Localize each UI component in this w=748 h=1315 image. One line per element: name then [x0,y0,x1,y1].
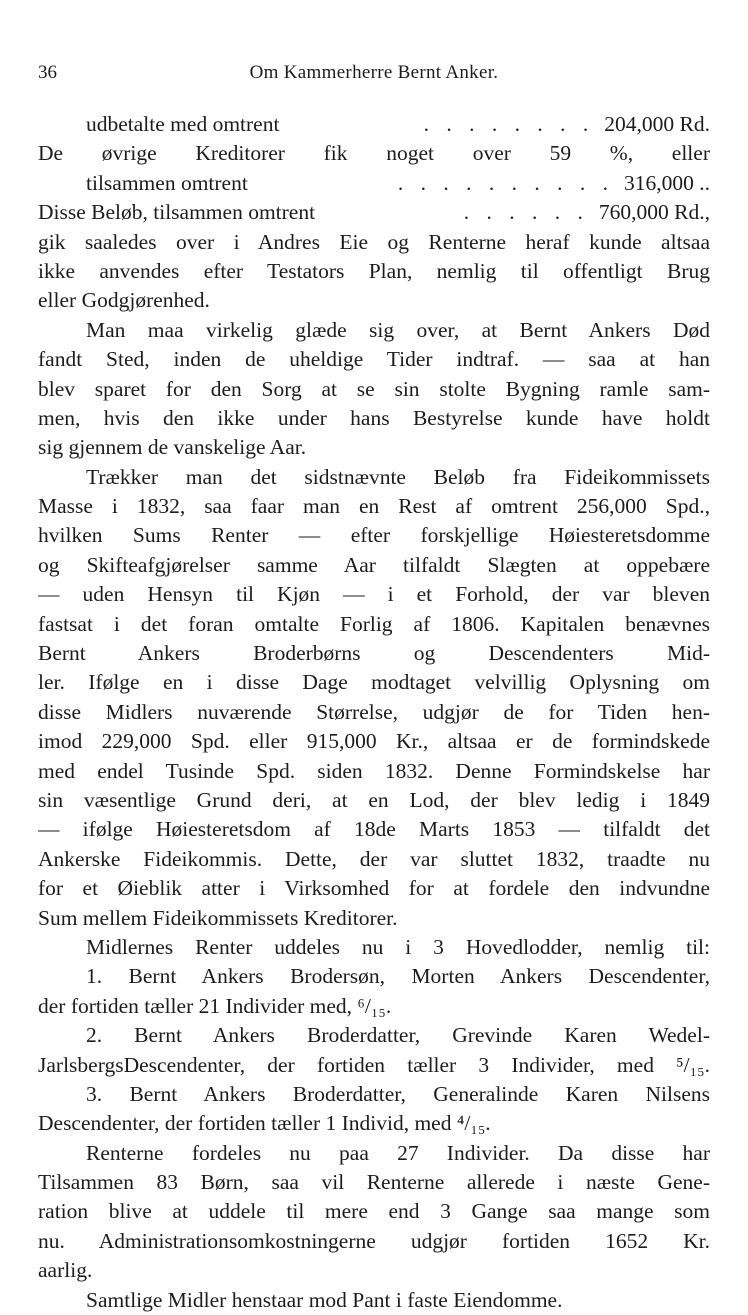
list-item: 2. Bernt Ankers Broderdatter, Grevinde Karen Wedel- [86,1023,710,1048]
text-line: og Skifteafgjørelser samme Aar tilfaldt Slægten at oppebære [38,552,710,577]
text-line: fandt Sted, inden de uheldige Tider indtraf. — saa at han [38,347,710,372]
list-item: 1. Bernt Ankers Brodersøn, Morten Ankers Descendenter, [86,964,710,989]
ledger-amount: 316,000 .. [624,170,710,195]
text-line: Descendenter, der fortiden tæller 1 Individ, med ⁴/₁₅. [38,1111,491,1136]
text-line: ikke anvendes efter Testators Plan, nemlig til offentligt Brug [38,258,710,283]
paragraph-start: Samtlige Midler henstaar mod Pant i faste Eiendomme. [86,1287,563,1312]
text-line: Masse i 1832, saa faar man en Rest af omtrent 256,000 Spd., [38,494,710,519]
ledger-label: udbetalte med omtrent [86,112,280,136]
ledger-dots: . . . . . . . . [423,112,595,136]
text-line: Sum mellem Fideikommissets Kreditorer. [38,905,398,930]
text-line: imod 229,000 Spd. eller 915,000 Kr., altsaa er de formindskede [38,729,710,754]
text-line: der fortiden tæller 21 Individer med, ⁶/₁₅. [38,993,392,1018]
body-text [38,110,710,1315]
ledger-row [38,110,710,139]
text-line: gik saaledes over i Andres Eie og Renterne heraf kunde altsaa [38,229,710,254]
text-line: — uden Hensyn til Kjøn — i et Forhold, der var bleven [38,582,710,607]
ledger-label: tilsammen omtrent [86,170,248,195]
text-line: eller Godgjørenhed. [38,288,210,313]
paragraph-start: Trækker man det sidstnævnte Beløb fra Fideikommissets [86,464,710,489]
ledger-row [38,198,710,227]
text-line: JarlsbergsDescendenter, der fortiden tæller 3 Individer, med ⁵/₁₅. [38,1052,710,1077]
text-line: fastsat i det foran omtalte Forlig af 1806. Kapitalen benævnes [38,611,710,636]
text-line: ration blive at uddele til mere end 3 Gange saa mange som [38,1199,710,1224]
paragraph-start: Renterne fordeles nu paa 27 Individer. Da disse har [86,1140,710,1165]
page-number: 36 [38,62,57,83]
text-line: hvilken Sums Renter — efter forskjellige Høiesteretsdomme [38,523,710,548]
text-line: Tilsammen 83 Børn, saa vil Renterne allerede i næste Gene- [38,1170,710,1195]
text-line: De øvrige Kreditorer fik noget over 59 %, eller [38,141,710,166]
text-line: Ankerske Fideikommis. Dette, der var sluttet 1832, traadte nu [38,846,710,871]
text-line: Bernt Ankers Broderbørns og Descendenters Mid- [38,641,710,666]
text-line: aarlig. [38,1258,93,1283]
ledger-label: Disse Beløb, tilsammen omtrent [38,200,316,225]
list-item: 3. Bernt Ankers Broderdatter, Generalinde Karen Nilsens [86,1081,710,1106]
ledger-amount: 760,000 Rd., [598,200,710,225]
text-line: men, hvis den ikke under hans Bestyrelse kunde have holdt [38,405,710,430]
text-line: nu. Administrationsomkostningerne udgjør fortiden 1652 Kr. [38,1228,710,1253]
text-line: ler. Ifølge en i disse Dage modtaget velvillig Oplysning om [38,670,710,695]
ledger-row [38,169,710,198]
page-header [38,62,710,92]
paragraph-start: Man maa virkelig glæde sig over, at Bernt Ankers Død [86,317,710,342]
text-line: disse Midlers nuværende Størrelse, udgjør de for Tiden hen- [38,699,710,724]
text-line: sin væsentlige Grund deri, at en Lod, der blev ledig i 1849 [38,787,710,812]
paragraph-start: Midlernes Renter uddeles nu i 3 Hovedlodder, nemlig til: [86,934,710,959]
ledger-dots: . . . . . . . . . . [397,170,614,195]
ledger-amount: 204,000 Rd. [604,112,710,136]
text-line: for et Øieblik atter i Virksomhed for at fordele den indvundne [38,876,710,901]
running-title: Om Kammerherre Bernt Anker. [249,62,499,83]
text-line: med endel Tusinde Spd. siden 1832. Denne Formindskelse har [38,758,710,783]
ledger-dots: . . . . . . [463,200,589,225]
text-line: sig gjennem de vanskelige Aar. [38,435,307,460]
text-line: blev sparet for den Sorg at se sin stolte Bygning ramle sam- [38,376,710,401]
text-line: — ifølge Høiesteretsdom af 18de Marts 1853 — tilfaldt det [38,817,710,842]
